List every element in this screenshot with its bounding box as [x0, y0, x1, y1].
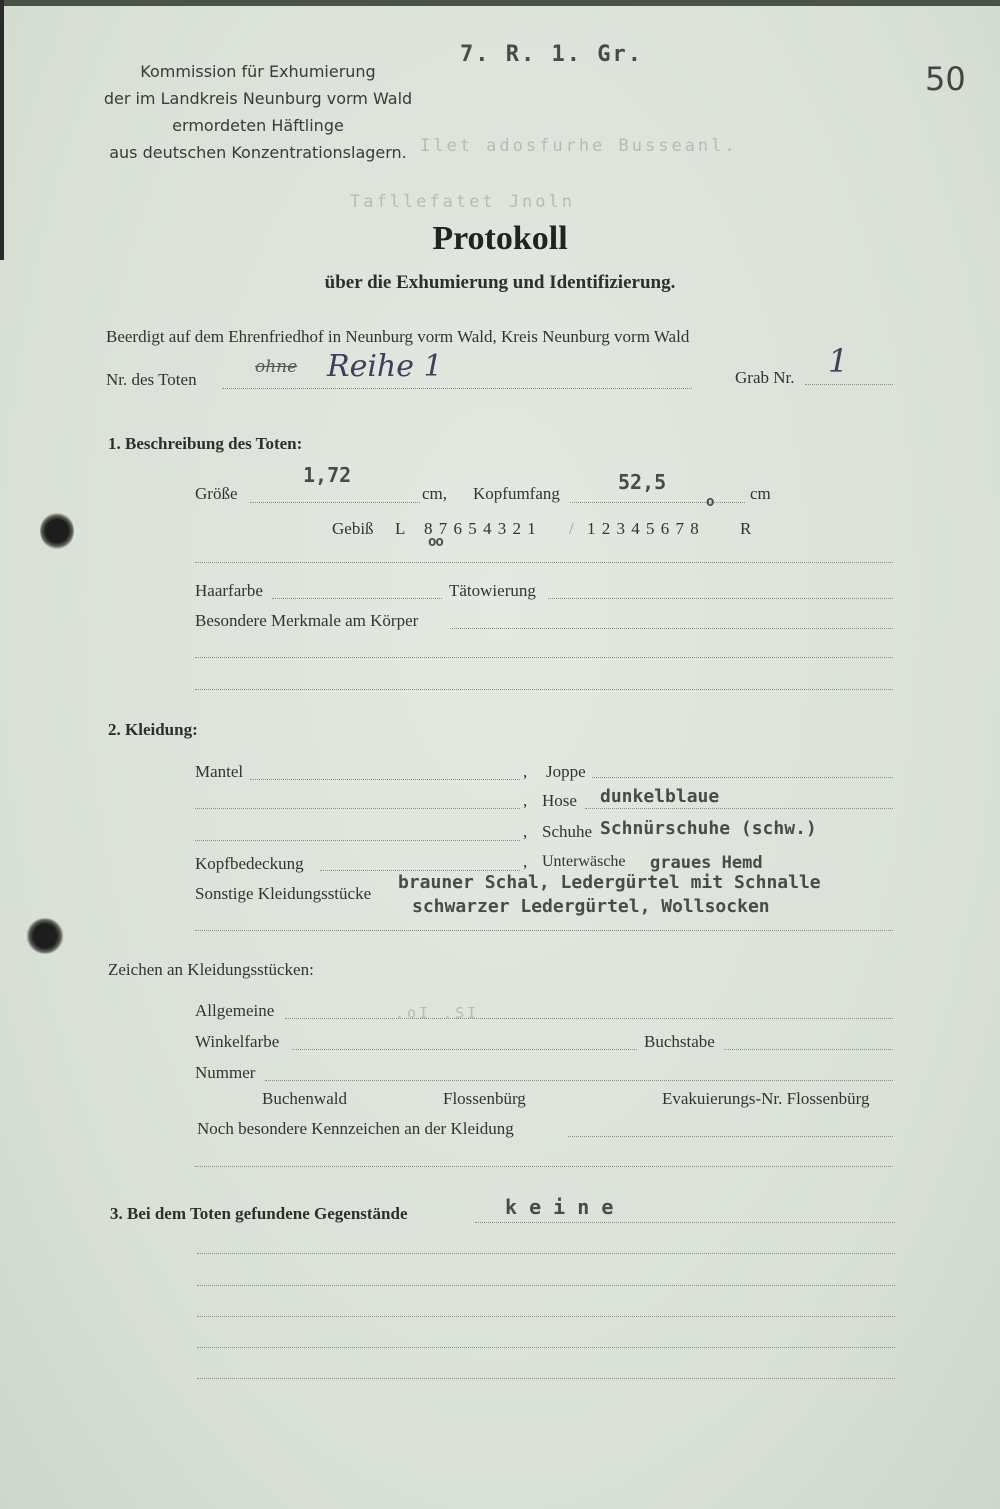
hose-label: Hose — [542, 791, 577, 810]
blank-line — [197, 1285, 895, 1286]
buchstabe-label: Buchstabe — [644, 1032, 715, 1051]
section-1-heading: 1. Beschreibung des Toten: — [108, 434, 303, 453]
typed-mark: o — [706, 494, 715, 510]
joppe-line — [592, 777, 893, 778]
winkelfarbe-label: Winkelfarbe — [195, 1032, 280, 1051]
section-3-value: k e i n e — [505, 1195, 614, 1219]
unterwaesche-value: graues Hemd — [650, 853, 763, 873]
comma: , — [523, 852, 528, 871]
comma: , — [523, 791, 528, 810]
cm-label-2: cm — [750, 484, 771, 503]
blank-line — [195, 840, 520, 841]
allgemeine-line — [285, 1018, 893, 1019]
typed-mark: oo — [428, 534, 443, 550]
allgemeine-label: Allgemeine — [195, 1001, 275, 1020]
punch-hole-icon — [26, 918, 64, 954]
section-2-heading: 2. Kleidung: — [108, 720, 198, 739]
header-line-3: ermordeten Häftlinge — [172, 116, 344, 135]
bleed-through-text: .oI .SI — [395, 1004, 480, 1022]
gebiss-label: Gebiß — [332, 519, 374, 538]
groesse-line — [250, 502, 420, 503]
typed-reference: 7. R. 1. Gr. — [460, 42, 643, 67]
kopfumfang-label: Kopfumfang — [473, 484, 560, 503]
page-subtitle: über die Exhumierung und Identifizierung. — [324, 272, 676, 293]
bleed-through-text: Ilet adosfurhe Busseanl. — [420, 136, 738, 156]
sonstige-label: Sonstige Kleidungsstücke — [195, 884, 372, 903]
groesse-value: 1,72 — [303, 463, 352, 487]
nr-value: Reihe 1 — [327, 349, 443, 384]
gebiss-r: R — [740, 519, 752, 538]
buchenwald-label: Buchenwald — [262, 1089, 347, 1108]
buchstabe-line — [724, 1049, 893, 1050]
merkmale-line — [450, 628, 893, 629]
mantel-line — [250, 779, 520, 780]
schuhe-value: Schnürschuhe (schw.) — [600, 818, 817, 839]
hose-line — [585, 808, 893, 809]
grab-value: 1 — [828, 342, 849, 380]
gebiss-l: L — [395, 519, 406, 538]
page-number: 50 — [925, 60, 966, 98]
blank-line — [197, 1378, 895, 1379]
groesse-label: Größe — [195, 484, 238, 503]
haarfarbe-line — [272, 598, 442, 599]
merkmale-label: Besondere Merkmale am Körper — [195, 611, 419, 630]
winkelfarbe-line — [292, 1049, 637, 1050]
bleed-through-text: Tafllefatet Jnoln — [350, 192, 575, 212]
section-3-line — [475, 1222, 895, 1223]
kopfumfang-line — [570, 502, 745, 503]
evakuierung-label: Evakuierungs-Nr. Flossenbürg — [662, 1089, 870, 1108]
nr-line — [222, 388, 692, 389]
cm-label: cm, — [422, 484, 448, 503]
flossenbuerg-label: Flossenbürg — [443, 1089, 526, 1108]
sonstige-line-2 — [195, 930, 893, 931]
header-line-4: aus deutschen Konzentrationslagern. — [109, 143, 407, 162]
taetowierung-line — [548, 598, 893, 599]
sonstige-value-2: schwarzer Ledergürtel, Wollsocken — [412, 896, 770, 917]
comma: , — [523, 822, 528, 841]
gebiss-left-teeth: 8 7 6 5 4 3 2 1 — [424, 519, 537, 538]
grab-line — [805, 384, 893, 385]
merkmale-line-2 — [195, 657, 893, 658]
kopfbedeckung-line — [320, 870, 520, 871]
blank-line — [195, 808, 520, 809]
burial-text: Beerdigt auf dem Ehrenfriedhof in Neunburg vorm Wald, Kreis Neunburg vorm Wald — [106, 327, 690, 346]
noch-label: Noch besondere Kennzeichen an der Kleidung — [197, 1119, 514, 1138]
gebiss-line — [195, 562, 893, 563]
hose-value: dunkelblaue — [600, 786, 720, 807]
blank-line — [197, 1316, 895, 1317]
comma: , — [523, 762, 528, 781]
nummer-label: Nummer — [195, 1063, 256, 1082]
zeichen-heading: Zeichen an Kleidungsstücken: — [108, 960, 314, 979]
kopfbedeckung-label: Kopfbedeckung — [195, 854, 304, 873]
sonstige-value-1: brauner Schal, Ledergürtel mit Schnalle — [398, 872, 821, 893]
nr-label: Nr. des Toten — [106, 370, 197, 389]
merkmale-line-3 — [195, 689, 893, 690]
page-title: Protokoll — [432, 220, 568, 257]
noch-line — [568, 1136, 893, 1137]
taetowierung-label: Tätowierung — [449, 581, 536, 600]
grab-label: Grab Nr. — [735, 368, 795, 387]
mantel-label: Mantel — [195, 762, 244, 781]
section-3-heading: 3. Bei dem Toten gefundene Gegenstände — [110, 1204, 408, 1223]
blank-line — [197, 1347, 895, 1348]
punch-hole-icon — [40, 512, 74, 550]
joppe-label: Joppe — [546, 762, 586, 781]
schuhe-label: Schuhe — [542, 822, 593, 841]
gebiss-separator: / — [569, 519, 574, 538]
nr-strike: ohne — [255, 357, 298, 377]
header-line-2: der im Landkreis Neunburg vorm Wald — [103, 89, 413, 108]
nummer-line — [265, 1080, 893, 1081]
kopfumfang-value: 52,5 — [618, 470, 667, 494]
header-line-1: Kommission für Exhumierung — [140, 62, 376, 81]
page-edge — [0, 0, 1000, 6]
haarfarbe-label: Haarfarbe — [195, 581, 263, 600]
gebiss-right-teeth: 1 2 3 4 5 6 7 8 — [587, 519, 700, 538]
unterwaesche-label: Unterwäsche — [542, 853, 626, 870]
blank-line — [197, 1253, 895, 1254]
noch-line-2 — [195, 1166, 893, 1167]
